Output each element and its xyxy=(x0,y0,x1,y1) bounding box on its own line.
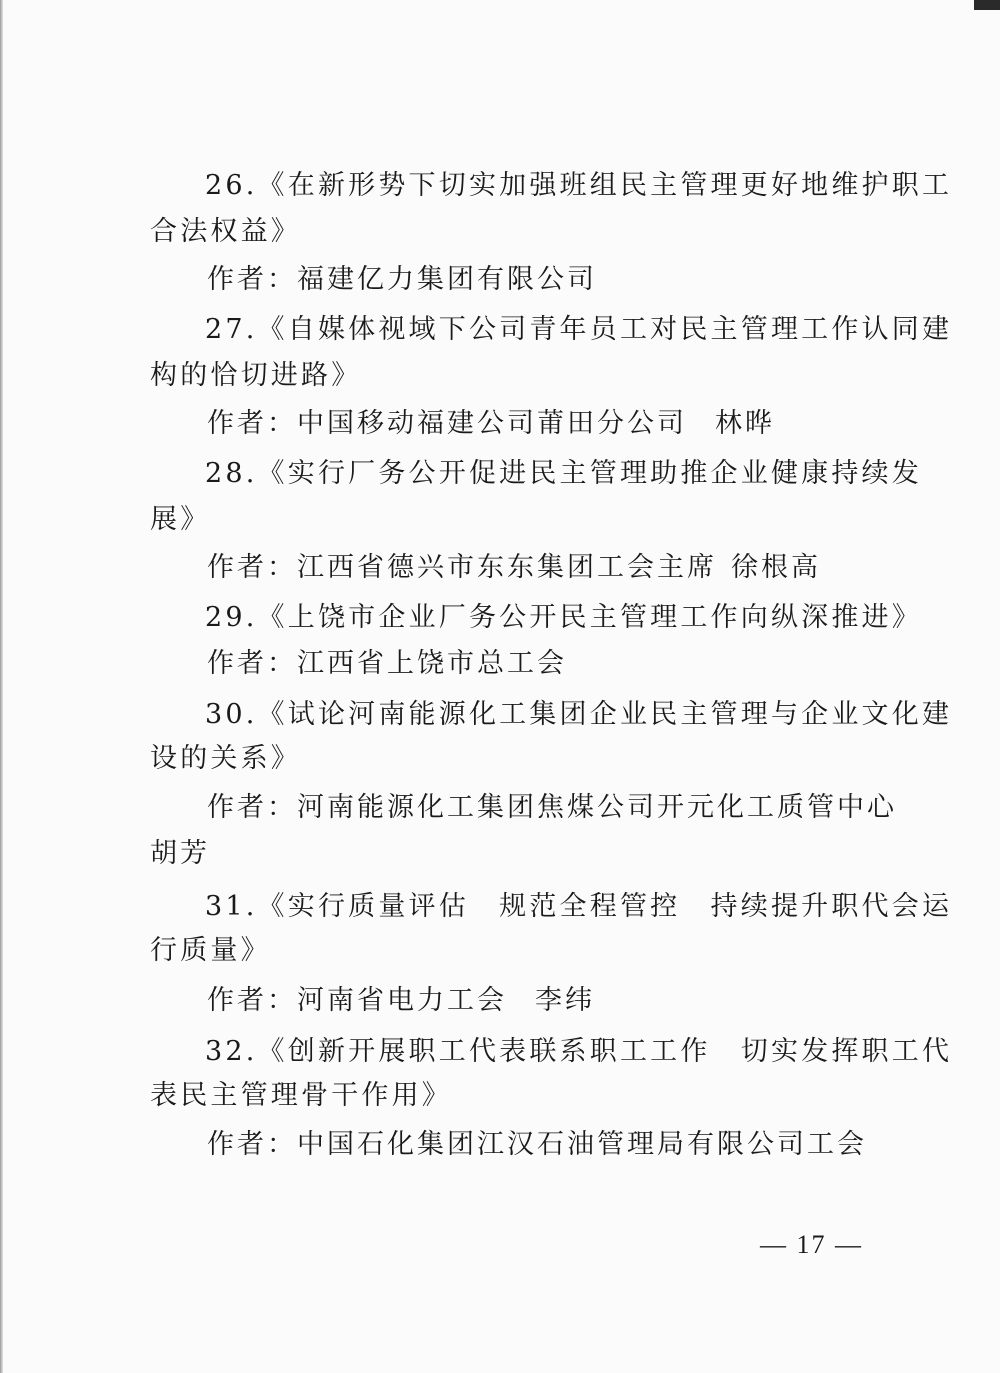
author-label: 作者： xyxy=(207,264,297,295)
entry-31-title-line2: 行质量》 xyxy=(150,935,271,966)
entry-28-title-line1: 28.《实行厂务公开促进民主管理助推企业健康持续发 xyxy=(205,458,922,489)
entry-32-author xyxy=(207,1127,867,1163)
entry-32-title-line2: 表民主管理骨干作用》 xyxy=(150,1080,452,1111)
entry-27-title-line1: 27.《自媒体视域下公司青年员工对民主管理工作认同建 xyxy=(205,314,953,345)
entry-31-title-line1: 31.《实行质量评估 规范全程管控 持续提升职代会运 xyxy=(205,891,953,922)
author-label: 作者： xyxy=(207,408,297,439)
author-label: 作者： xyxy=(207,985,297,1016)
entry-27-author xyxy=(207,406,775,442)
author-person: 林晔 xyxy=(715,408,775,439)
entry-28-author xyxy=(207,550,821,586)
entry-30-author xyxy=(207,790,897,826)
entry-29-author xyxy=(207,646,567,682)
author-label: 作者： xyxy=(207,648,297,679)
scan-corner-mark xyxy=(974,0,1000,10)
page-number: — 17 — xyxy=(760,1230,863,1259)
scan-edge xyxy=(0,0,3,1373)
author-organization: 江西省德兴市东东集团工会主席 xyxy=(297,552,717,583)
entry-30-title-line2: 设的关系》 xyxy=(150,743,301,774)
author-person: 徐根高 xyxy=(731,552,821,583)
author-organization: 中国移动福建公司莆田分公司 xyxy=(297,408,687,439)
author-label: 作者： xyxy=(207,552,297,583)
author-label: 作者： xyxy=(207,1129,297,1160)
entry-30-title-line1: 30.《试论河南能源化工集团企业民主管理与企业文化建 xyxy=(205,699,953,730)
entry-26-author xyxy=(207,262,597,298)
entry-29-title-line1: 29.《上饶市企业厂务公开民主管理工作向纵深推进》 xyxy=(205,602,922,633)
entry-26-title-line1: 26.《在新形势下切实加强班组民主管理更好地维护职工 xyxy=(205,170,953,201)
author-organization: 江西省上饶市总工会 xyxy=(297,648,567,679)
author-label: 作者： xyxy=(207,792,297,823)
entry-32-title-line1: 32.《创新开展职工代表联系职工工作 切实发挥职工代 xyxy=(205,1036,953,1067)
author-organization: 河南省电力工会 xyxy=(297,985,507,1016)
entry-31-author xyxy=(207,983,595,1019)
author-organization: 中国石化集团江汉石油管理局有限公司工会 xyxy=(297,1129,867,1160)
entry-30-author-person: 胡芳 xyxy=(150,838,210,869)
entry-26-title-line2: 合法权益》 xyxy=(150,216,301,247)
author-person: 李纬 xyxy=(535,985,595,1016)
author-organization: 河南能源化工集团焦煤公司开元化工质管中心 xyxy=(297,792,897,823)
entry-27-title-line2: 构的恰切进路》 xyxy=(150,360,362,391)
entry-28-title-line2: 展》 xyxy=(150,504,211,535)
author-organization: 福建亿力集团有限公司 xyxy=(297,264,597,295)
